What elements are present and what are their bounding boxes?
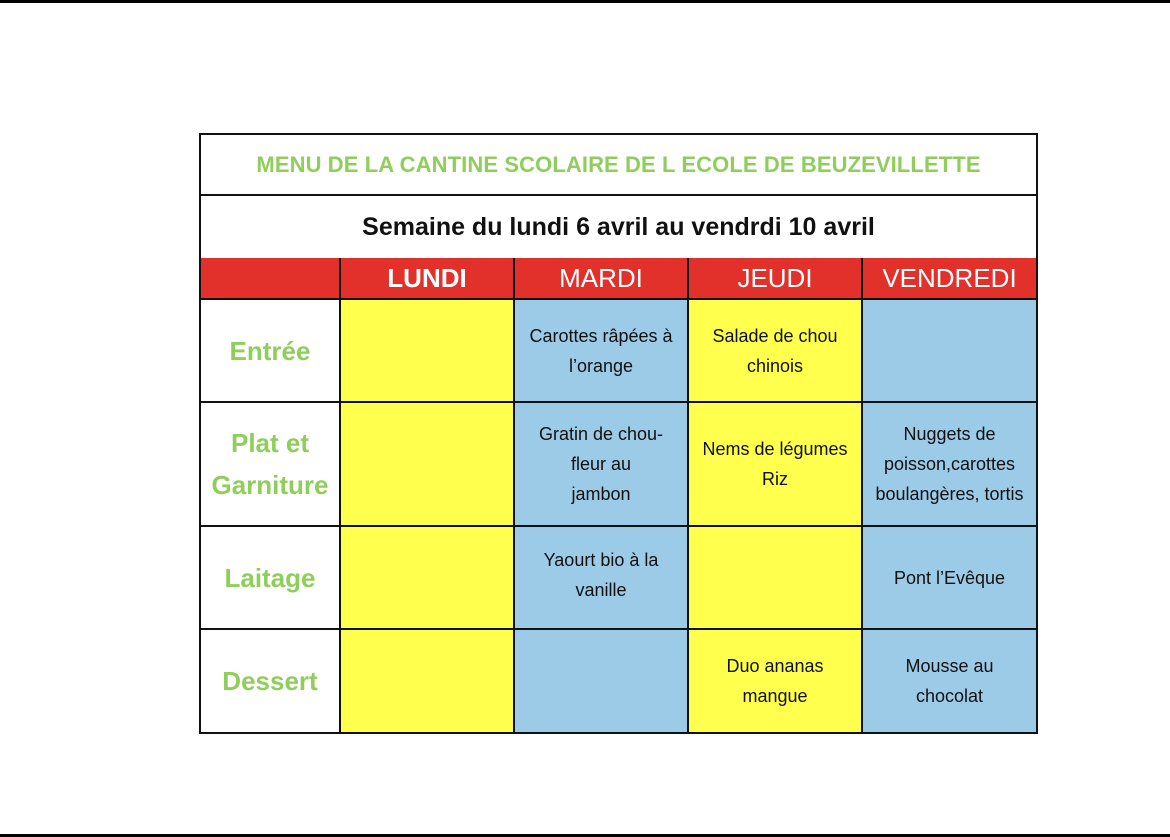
row-label-entree: Entrée [201,300,341,403]
day-header-jeudi: JEUDI [689,258,863,300]
plat-vendredi: Nuggets de poisson,carottes boulangères, tortis [863,403,1036,527]
plat-mardi: Gratin de chou- fleur au jambon [515,403,689,527]
dessert-mardi [515,630,689,732]
dessert-vendredi: Mousse au chocolat [863,630,1036,732]
day-header-mardi: MARDI [515,258,689,300]
entree-lundi [341,300,515,403]
day-header-lundi: LUNDI [341,258,515,300]
entree-jeudi: Salade de chou chinois [689,300,863,403]
dessert-jeudi: Duo ananas mangue [689,630,863,732]
day-header-vendredi: VENDREDI [863,258,1036,300]
row-label-laitage: Laitage [201,527,341,630]
laitage-vendredi: Pont l’Evêque [863,527,1036,630]
row-label-dessert: Dessert [201,630,341,732]
entree-vendredi [863,300,1036,403]
entree-mardi: Carottes râpées à l’orange [515,300,689,403]
laitage-lundi [341,527,515,630]
dessert-lundi [341,630,515,732]
row-label-plat-garniture: Plat et Garniture [201,403,341,527]
plat-lundi [341,403,515,527]
canteen-menu-table [199,133,1038,734]
laitage-mardi: Yaourt bio à la vanille [515,527,689,630]
week-range: Semaine du lundi 6 avril au vendrdi 10 avril [362,212,875,241]
menu-grid [201,258,1036,732]
plat-jeudi: Nems de légumes Riz [689,403,863,527]
top-edge-bar [0,0,1170,3]
menu-title: MENU DE LA CANTINE SCOLAIRE DE L ECOLE DE BEUZEVILLETTE [201,135,1036,196]
header-corner-cell [201,258,341,300]
laitage-jeudi [689,527,863,630]
